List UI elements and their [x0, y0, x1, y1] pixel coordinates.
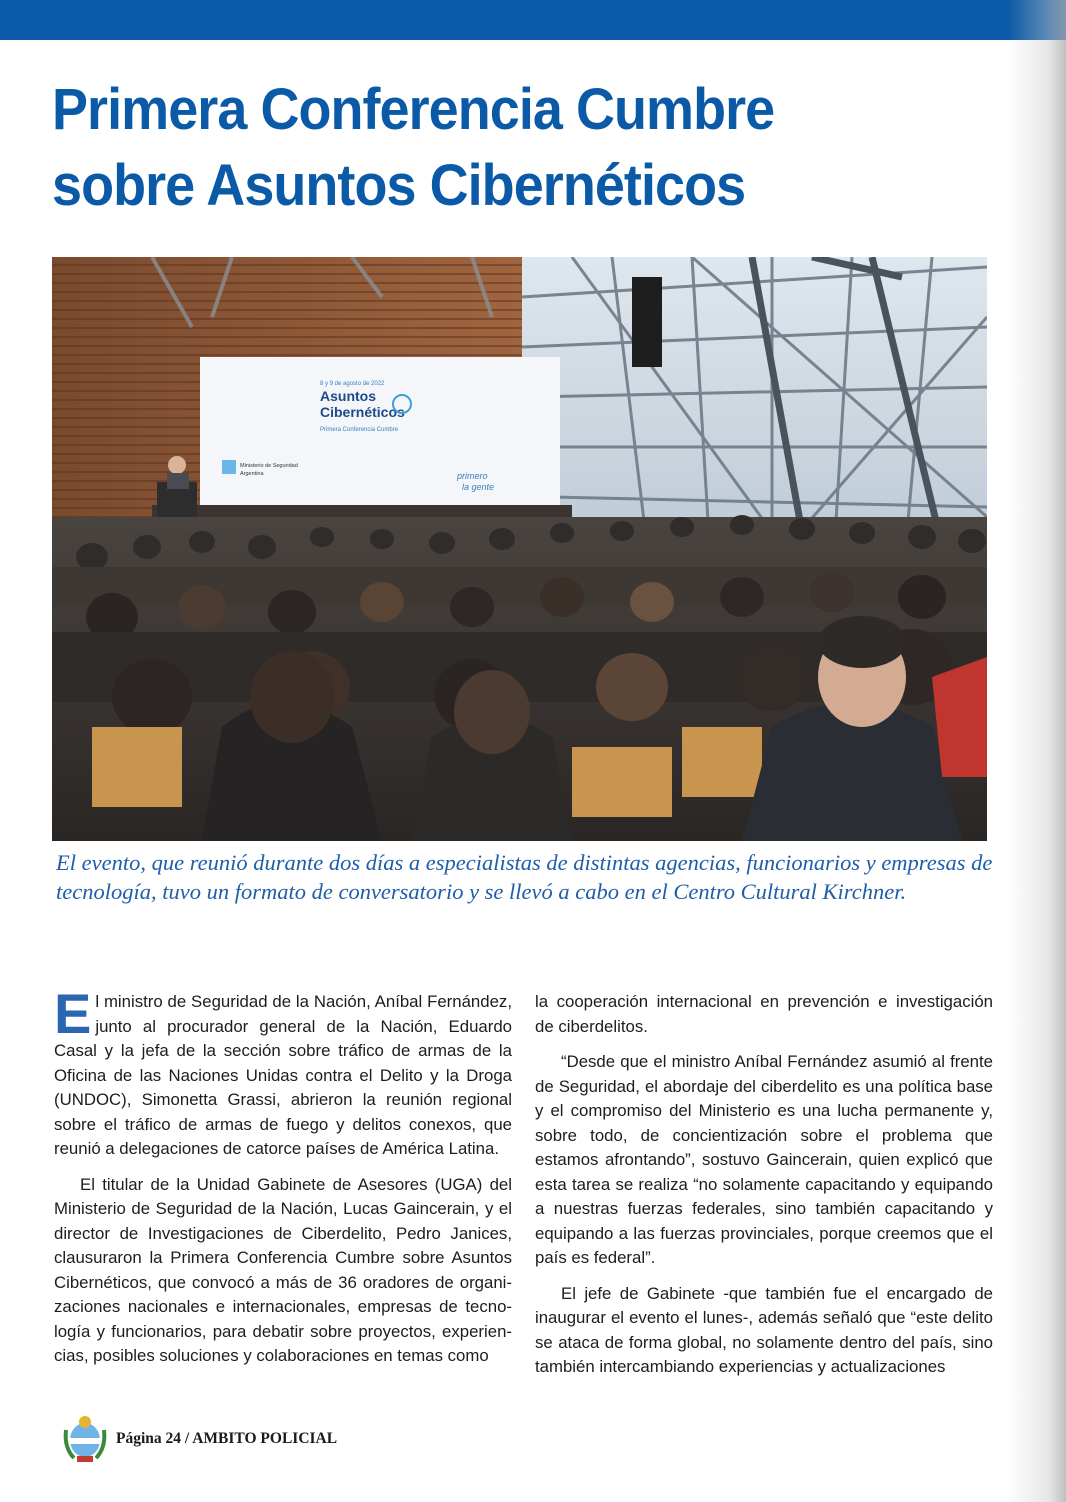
footer-text [116, 1430, 337, 1448]
footer-separator: / [181, 1430, 193, 1447]
page-number: Página 24 [116, 1430, 182, 1447]
title-line-2: sobre Asuntos Cibernéticos [52, 153, 746, 218]
article-paragraph-text: l ministro de Seguridad de la Nación, Aníbal Fernández, junto al procurador general de la Nación, Eduardo Casal y la jefa de la sección sobre tráfico de armas de la Oficina de las Naciones Unidas contra el Delito y la Droga (UNDOC), Simonetta Grassi, abrieron la reunión regional sobre el tráfico de armas de fuego y delitos conexos, que reunió a delegaciones de catorce países de América Latina. [54, 992, 512, 1158]
article-column-right [535, 990, 993, 1391]
photo-caption: El evento, que reunió durante dos días a especialistas de distintas agencias, funcionarios y empresas de tecnología, tuvo un formato de conversatorio y se llevó a cabo en el Centro Cultural Kirchner. [56, 850, 993, 904]
screen-title-1: Asuntos [320, 388, 376, 404]
conference-photo [52, 257, 987, 841]
article-paragraph: la cooperación internacional en prevención e investigación de ciberdelitos. [535, 992, 993, 1036]
screen-slogan-1: primero [457, 471, 488, 481]
article-column-left [54, 982, 512, 1380]
title-line-1: Primera Conferencia Cumbre [52, 77, 775, 142]
screen-ministry-2: Argentina [240, 471, 264, 477]
article-paragraph [54, 982, 512, 1162]
article-title [52, 72, 889, 224]
magazine-name: AMBITO POLICIAL [192, 1430, 338, 1447]
page-edge-shadow [1008, 0, 1066, 1502]
top-color-band [0, 0, 1066, 40]
article-paragraph: El titular de la Unidad Gabinete de Asesores (UGA) del Ministerio de Seguridad de la Nación, Lucas Gaincerain, y el director de Investigaciones de Ciberdelito, Pedro Janices, clausuraron la Primera Conferencia Cumbre sobre Asuntos Cibernéticos, que convocó a más de 36 oradores de organizaciones nacionales e internacionales, empresas de tecnología y funcionarios, para debatir sobre proyectos, experiencias, posibles soluciones y colaboraciones en temas como [54, 1174, 512, 1365]
screen-subtitle: Primera Conferencia Cumbre [320, 427, 399, 433]
screen-title-2: Cibernéticos [320, 404, 405, 420]
article-paragraph: “Desde que el ministro Aníbal Fernández asumió al frente de Seguridad, el abordaje del ciberdelito es una política base y el compromiso del Ministerio es una lucha permanente y, sobre todo, de concientización sobre el problema que estamos afrontando”, sostuvo Gaincerain, quien explicó que esta tarea se realiza “no solamente capacitando y equipando a nuestras fuerzas federales, sino también capacitando y equipando a las fuerzas provinciales, porque creemos que el país es federal”. [535, 1052, 993, 1267]
screen-crest-icon [222, 460, 236, 474]
article-paragraph: El jefe de Gabinete -que también fue el encargado de inaugurar el evento el lunes-, además señaló que “este delito se ataca de forma global, no solamente dentro del país, sino también intercambiando experiencias y actualizaciones [535, 1283, 993, 1376]
screen-ministry-1: Ministerio de Seguridad [240, 463, 298, 469]
drop-cap: E [54, 982, 92, 1045]
screen-date: 8 y 9 de agosto de 2022 [320, 381, 385, 387]
page-footer [60, 1412, 460, 1466]
police-crest-icon [60, 1412, 110, 1466]
screen-slogan-2: la gente [462, 482, 495, 492]
